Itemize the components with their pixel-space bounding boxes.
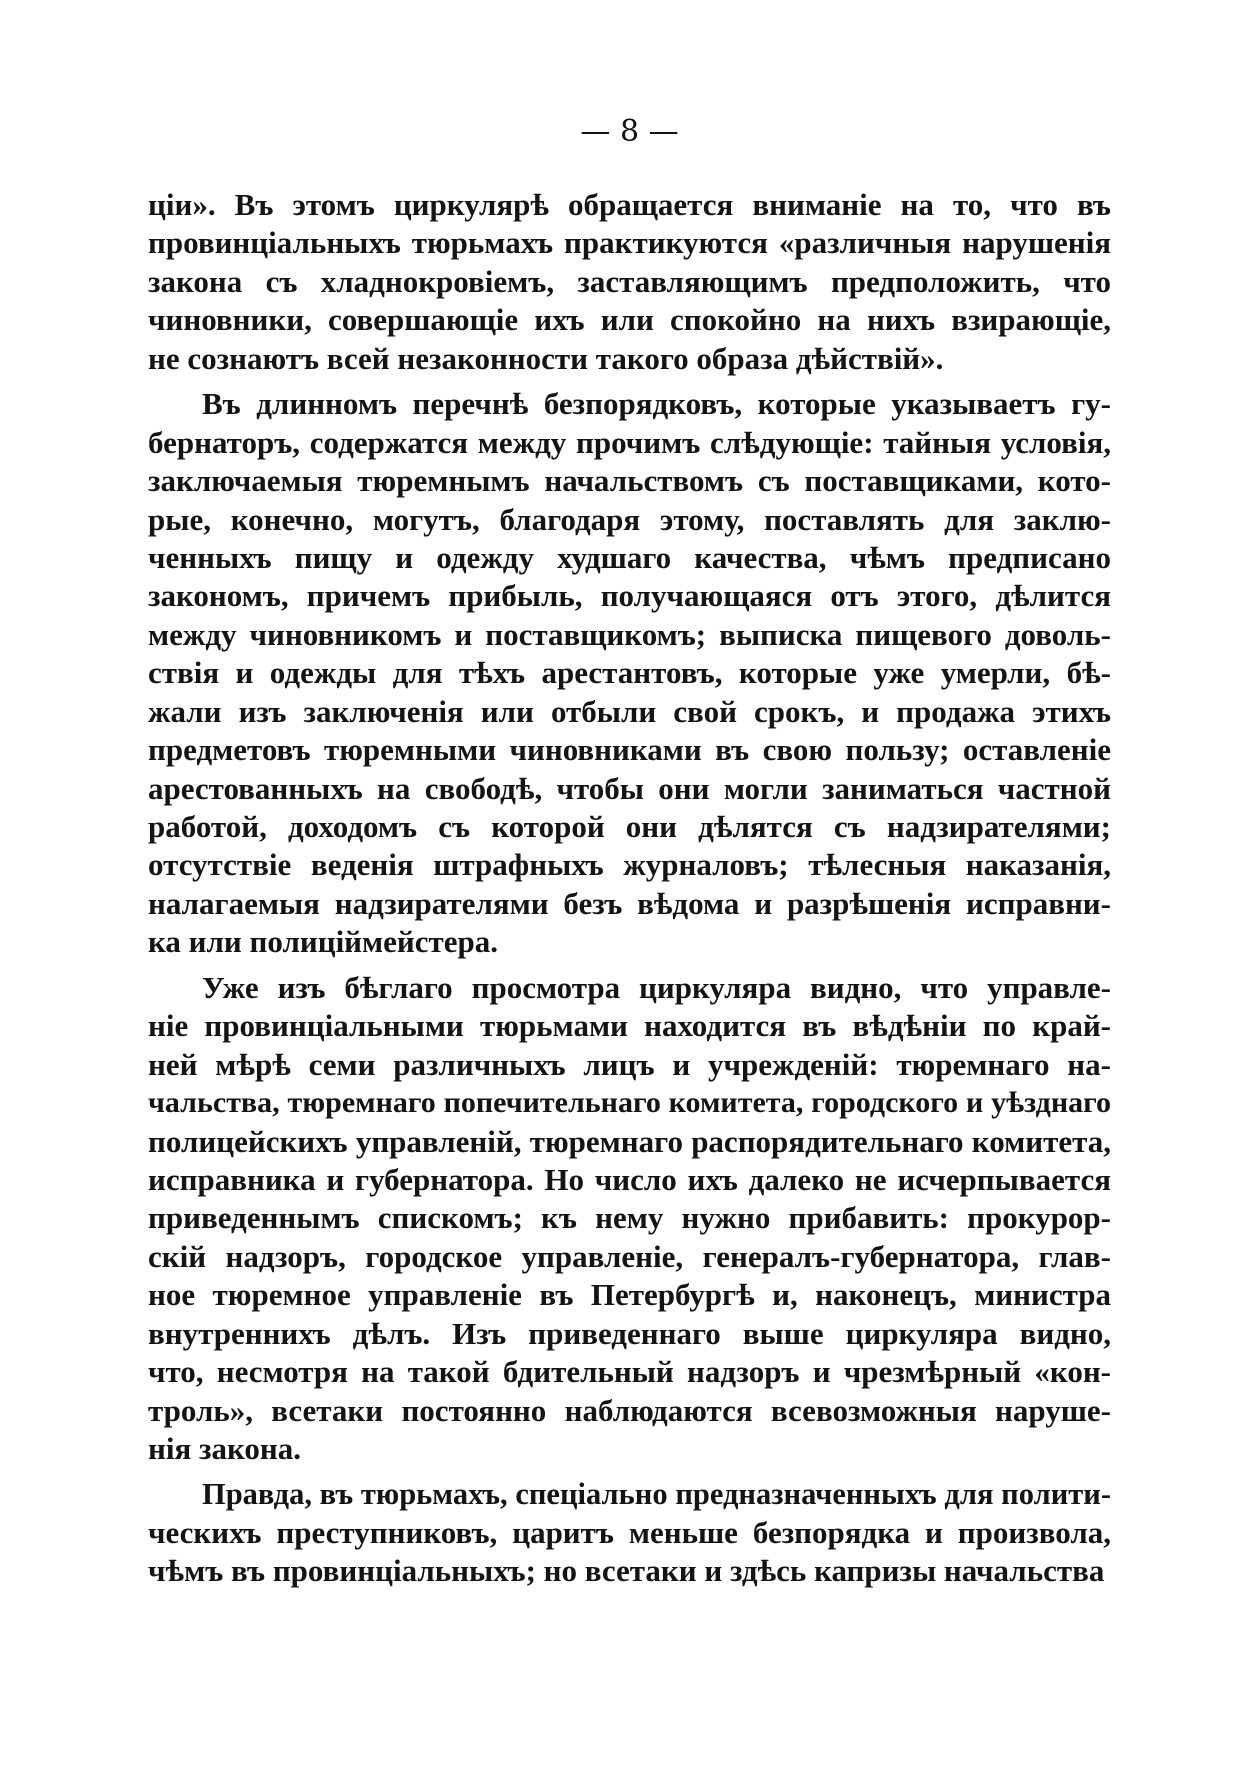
text-line: между чиновникомъ и поставщикомъ; выписка пищевого доволь- xyxy=(148,616,1111,652)
text-line: чѣмъ въ провинціальныхъ; но всетаки и здѣсь капризы начальства xyxy=(148,1553,1105,1589)
text-line: жали изъ заключенія или отбыли свой срокъ, и продажа этихъ xyxy=(148,693,1111,729)
text-line: троль», всетаки постоянно наблюдаются всевозможныя наруше- xyxy=(148,1392,1111,1428)
text-line: ченныхъ пищу и одежду худшаго качества, чѣмъ предписано xyxy=(148,539,1111,575)
text-line: не сознаютъ всей незаконности такого образа дѣйствій». xyxy=(148,340,944,376)
text-line: ное тюремное управленіе въ Петербургѣ и, наконецъ, министра xyxy=(148,1277,1111,1313)
text-line: внутреннихъ дѣлъ. Изъ приведеннаго выше циркуляра видно, xyxy=(148,1315,1111,1351)
text-line: ческихъ преступниковъ, царитъ меньше безпорядка и произвола, xyxy=(148,1514,1111,1550)
text-line: нія закона. xyxy=(148,1431,302,1466)
text-line: полицейскихъ управленій, тюремнаго распорядительнаго комитета, xyxy=(148,1123,1111,1159)
text-line: провинціальныхъ тюрьмахъ практикуются «различныя нарушенія xyxy=(148,225,1111,261)
paragraph xyxy=(148,1475,1111,1590)
text-line: отсутствіе веденія штрафныхъ журналовъ; тѣлесныя наказанія, xyxy=(148,847,1111,883)
page-number: — 8 — xyxy=(580,114,679,149)
paragraph xyxy=(148,385,1111,962)
text-line: приведеннымъ спискомъ; къ нему нужно прибавить: прокурор- xyxy=(148,1200,1111,1236)
text-line: чальства, тюремнаго попечительнаго комитета, городского и уѣзднаго xyxy=(148,1086,1111,1120)
paragraph xyxy=(148,186,1111,378)
body-text xyxy=(148,186,1111,1591)
text-line: Правда, въ тюрьмахъ, спеціально предназначенныхъ для полити- xyxy=(202,1477,1111,1512)
text-line: бернаторъ, содержатся между прочимъ слѣдующіе: тайныя условія, xyxy=(148,424,1111,460)
text-line: ніе провинціальными тюрьмами находится въ вѣдѣніи по край- xyxy=(148,1008,1111,1044)
text-line: Въ длинномъ перечнѣ безпорядковъ, которые указываетъ гу- xyxy=(202,386,1111,422)
text-line: заключаемыя тюремнымъ начальствомъ съ поставщиками, кото- xyxy=(148,463,1111,499)
text-line: рые, конечно, могутъ, благодаря этому, поставлять для заклю- xyxy=(148,501,1111,537)
text-line: ка или полиціймейстера. xyxy=(148,924,499,960)
text-line: арестованныхъ на свободѣ, чтобы они могли заниматься частной xyxy=(148,770,1111,806)
text-line: предметовъ тюремными чиновниками въ свою пользу; оставленіе xyxy=(148,732,1111,768)
text-line: ствія и одежды для тѣхъ арестантовъ, которые уже умерли, бѣ- xyxy=(148,655,1111,691)
text-line: исправника и губернатора. Но число ихъ далеко не исчерпывается xyxy=(148,1161,1111,1197)
text-line: налагаемыя надзирателями безъ вѣдома и разрѣшенія исправни- xyxy=(148,885,1111,921)
text-line: ней мѣрѣ семи различныхъ лицъ и учрежденій: тюремнаго на- xyxy=(148,1046,1111,1082)
text-line: закономъ, причемъ прибыль, получающаяся отъ этого, дѣлится xyxy=(148,578,1111,614)
text-line: ціи». Въ этомъ циркулярѣ обращается вниманіе на то, что въ xyxy=(148,187,1111,222)
text-line: что, несмотря на такой бдительный надзоръ и чрезмѣрный «кон- xyxy=(148,1354,1111,1390)
text-line: скій надзоръ, городское управленіе, генералъ-губернатора, глав- xyxy=(148,1238,1111,1274)
text-line: чиновники, совершающіе ихъ или спокойно на нихъ взирающіе, xyxy=(148,302,1111,338)
text-line: закона съ хладнокровіемъ, заставляющимъ предположить, что xyxy=(148,263,1111,299)
text-line: работой, доходомъ съ которой они дѣлятся съ надзирателями; xyxy=(148,809,1111,844)
paragraph xyxy=(148,969,1111,1469)
text-line: Уже изъ бѣглаго просмотра циркуляра видно, что управле- xyxy=(202,969,1111,1005)
